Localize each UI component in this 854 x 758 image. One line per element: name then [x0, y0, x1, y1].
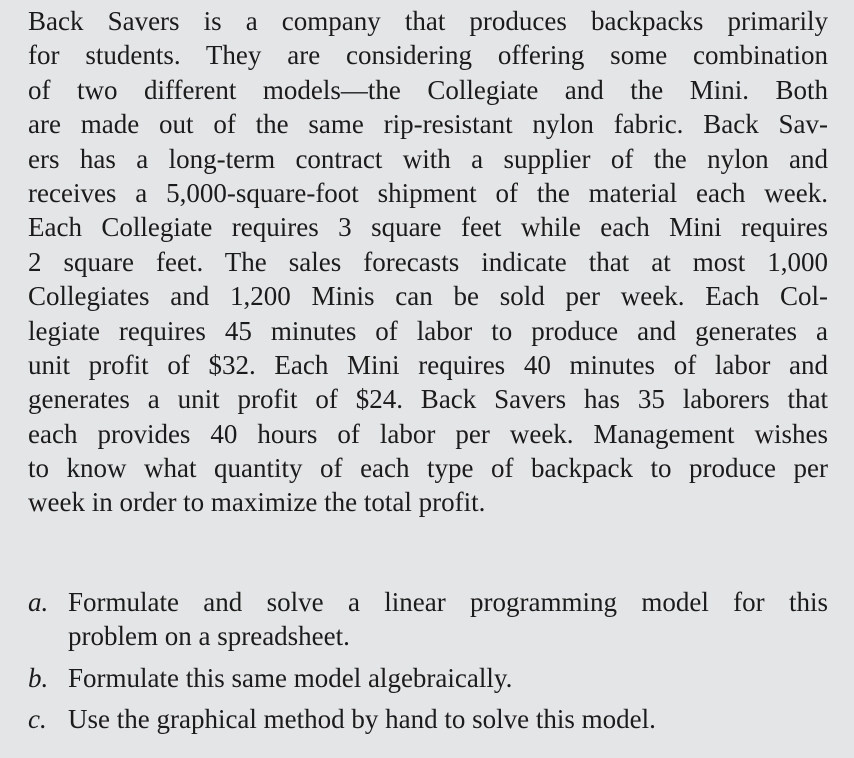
task-text-line: Use the graphical method by hand to solve this model.	[68, 704, 656, 735]
task-letter: a.	[28, 587, 49, 617]
paragraph-line: are made out of the same rip-resistant nylon fabric. Back Sav-	[28, 109, 828, 140]
task-text-line: Formulate this same model algebraically.	[68, 662, 513, 693]
paragraph-line: for students. They are considering offering some combination	[28, 40, 828, 71]
paragraph-line: ers has a long-term contract with a supplier of the nylon and	[28, 143, 828, 174]
paragraph-line: 2 square feet. The sales forecasts indicate that at most 1,000	[28, 246, 828, 277]
task-letter: b.	[28, 662, 49, 693]
task-item-c	[28, 702, 828, 736]
paragraph-line: Each Collegiate requires 3 square feet while each Mini requires	[28, 212, 828, 243]
task-text-line: Formulate and solve a linear programming model for this	[68, 587, 828, 617]
problem-paragraph	[28, 4, 828, 520]
task-letter: c.	[28, 704, 47, 735]
paragraph-line: to know what quantity of each type of backpack to produce per	[28, 453, 828, 484]
paragraph-line: legiate requires 45 minutes of labor to produce and generates a	[28, 315, 828, 346]
paragraph-line: Back Savers is a company that produces backpacks primarily	[28, 6, 828, 36]
paragraph-line: Collegiates and 1,200 Minis can be sold per week. Each Col-	[28, 281, 828, 312]
paragraph-line: of two different models—the Collegiate and the Mini. Both	[28, 74, 828, 105]
paragraph-line: generates a unit profit of $24. Back Savers has 35 laborers that	[28, 384, 828, 415]
paragraph-line: receives a 5,000-square-foot shipment of the material each week.	[28, 177, 828, 208]
task-item-a	[28, 585, 828, 654]
paragraph-line: each provides 40 hours of labor per week. Management wishes	[28, 418, 828, 449]
paragraph-line: week in order to maximize the total profit.	[28, 487, 486, 518]
task-item-b	[28, 661, 828, 695]
task-text-line: problem on a spreadsheet.	[68, 621, 350, 652]
task-list	[28, 585, 828, 737]
paragraph-line: unit profit of $32. Each Mini requires 40 minutes of labor and	[28, 349, 828, 380]
